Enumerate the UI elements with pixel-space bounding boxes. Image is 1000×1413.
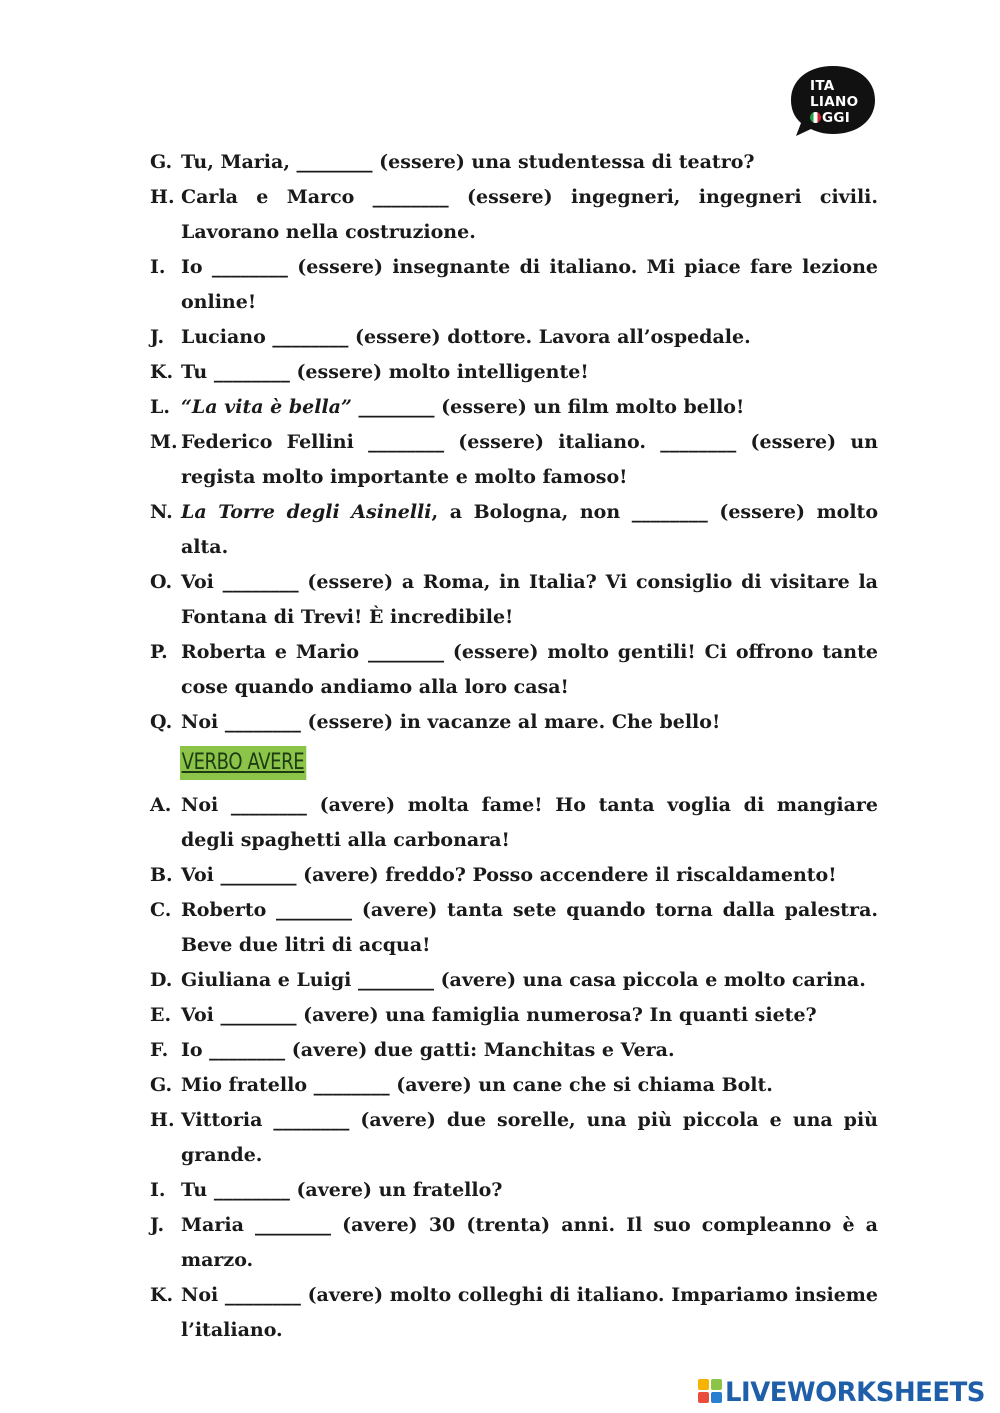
item-text: [181, 495, 878, 565]
item-text: [181, 998, 878, 1033]
sentence-text: ________ (essere) un film molto bello!: [351, 396, 745, 418]
item-text: [181, 1103, 878, 1173]
sentence-text: Maria ________ (avere) 30 (trenta) anni. Il suo compleanno è a marzo.: [181, 1214, 878, 1271]
item-letter: B.: [150, 864, 173, 886]
item-text: [181, 565, 878, 635]
item-letter: C.: [150, 899, 172, 921]
item-text: [181, 963, 878, 998]
item-text: [181, 705, 878, 740]
item-letter: O.: [150, 571, 173, 593]
sentence-text: Tu ________ (avere) un fratello?: [181, 1179, 503, 1201]
item-letter: G.: [150, 151, 173, 173]
sentence-text: Tu ________ (essere) molto intelligente!: [181, 361, 589, 383]
item-text: [181, 893, 878, 963]
sentence-text: Noi ________ (avere) molto colleghi di italiano. Impariamo insieme l’italiano.: [181, 1284, 878, 1341]
item-letter: J.: [150, 1214, 165, 1236]
logo-line-1: ITA: [810, 78, 835, 94]
exercise-item: [150, 495, 878, 565]
sentence-text: Federico Fellini ________ (essere) italiano. ________ (essere) un regista molto importante e molto famoso!: [181, 431, 878, 488]
exercise-item: [150, 998, 878, 1033]
item-letter: A.: [150, 794, 172, 816]
sentence-text: Voi ________ (avere) una famiglia numerosa? In quanti siete?: [181, 1004, 817, 1026]
item-text: [181, 858, 878, 893]
exercise-item: [150, 858, 878, 893]
item-text: [181, 250, 878, 320]
section-title-verbo-avere: VERBO AVERE: [180, 746, 306, 780]
item-letter: I.: [150, 256, 166, 278]
exercise-item: [150, 180, 878, 250]
avere-exercise-list: [150, 788, 878, 1348]
item-text: [181, 635, 878, 705]
italian-flag-icon: [810, 112, 821, 123]
item-letter: I.: [150, 1179, 166, 1201]
exercise-item: [150, 1173, 878, 1208]
exercise-item: [150, 145, 878, 180]
sentence-text: Io ________ (avere) due gatti: Manchitas e Vera.: [181, 1039, 675, 1061]
sentence-text: Luciano ________ (essere) dottore. Lavora all’ospedale.: [181, 326, 751, 348]
item-letter: F.: [150, 1039, 169, 1061]
exercise-item: [150, 788, 878, 858]
item-text: [181, 425, 878, 495]
item-text: [181, 788, 878, 858]
italic-title: “La vita è bella”: [181, 396, 352, 418]
exercise-item: [150, 893, 878, 963]
item-text: [181, 355, 878, 390]
item-text: [181, 390, 878, 425]
sentence-text: Roberta e Mario ________ (essere) molto gentili! Ci offrono tante cose quando andiamo alla loro casa!: [181, 641, 878, 698]
exercise-item: [150, 355, 878, 390]
exercise-item: [150, 1208, 878, 1278]
logo-line-3: GGI: [822, 110, 851, 126]
sentence-text: Voi ________ (essere) a Roma, in Italia? Vi consiglio di visitare la Fontana di Trevi! È incredibile!: [181, 571, 878, 628]
item-letter: P.: [150, 641, 168, 663]
item-text: [181, 1033, 878, 1068]
item-text: [181, 1278, 878, 1348]
exercise-item: [150, 963, 878, 998]
sentence-text: Mio fratello ________ (avere) un cane che si chiama Bolt.: [181, 1074, 773, 1096]
logo-line-2: LIANO: [810, 94, 859, 110]
exercise-item: [150, 1103, 878, 1173]
exercise-item: [150, 705, 878, 740]
item-text: [181, 1173, 878, 1208]
sentence-text: Vittoria ________ (avere) due sorelle, una più piccola e una più grande.: [181, 1109, 878, 1166]
exercise-item: [150, 250, 878, 320]
sentence-text: Io ________ (essere) insegnante di italiano. Mi piace fare lezione online!: [181, 256, 878, 313]
exercise-item: [150, 565, 878, 635]
sentence-text: , a Bologna, non ________ (essere) molto alta.: [181, 501, 879, 558]
item-letter: H.: [150, 186, 175, 208]
exercise-item: [150, 320, 878, 355]
item-text: [181, 1208, 878, 1278]
item-letter: K.: [150, 361, 174, 383]
item-letter: N.: [150, 501, 173, 523]
item-letter: G.: [150, 1074, 173, 1096]
sentence-text: Voi ________ (avere) freddo? Posso accendere il riscaldamento!: [181, 864, 837, 886]
liveworksheets-logo-icon: [698, 1379, 724, 1407]
exercise-item: [150, 1033, 878, 1068]
essere-exercise-list: [150, 145, 878, 740]
exercise-item: [150, 635, 878, 705]
item-text: [181, 320, 878, 355]
item-letter: J.: [150, 326, 165, 348]
item-letter: L.: [150, 396, 170, 418]
exercise-item: [150, 390, 878, 425]
italic-title: La Torre degli Asinelli: [181, 501, 432, 523]
sentence-text: Giuliana e Luigi ________ (avere) una casa piccola e molto carina.: [181, 969, 866, 991]
exercise-item: [150, 425, 878, 495]
item-letter: D.: [150, 969, 173, 991]
sentence-text: Tu, Maria, ________ (essere) una studentessa di teatro?: [181, 151, 755, 173]
item-letter: M.: [150, 431, 178, 453]
item-text: [181, 1068, 878, 1103]
exercise-item: [150, 1278, 878, 1348]
item-letter: H.: [150, 1109, 175, 1131]
item-letter: Q.: [150, 711, 173, 733]
liveworksheets-brand: LIVEWORKSHEETS: [725, 1377, 986, 1408]
sentence-text: Carla e Marco ________ (essere) ingegneri, ingegneri civili. Lavorano nella costruzione.: [181, 186, 878, 243]
sentence-text: Roberto ________ (avere) tanta sete quando torna dalla palestra. Beve due litri di acqua!: [181, 899, 878, 956]
item-letter: K.: [150, 1284, 174, 1306]
sentence-text: Noi ________ (avere) molta fame! Ho tanta voglia di mangiare degli spaghetti alla carbonara!: [181, 794, 878, 851]
exercise-item: [150, 1068, 878, 1103]
italiano-oggi-logo: [790, 64, 876, 138]
item-text: [181, 180, 878, 250]
sentence-text: Noi ________ (essere) in vacanze al mare. Che bello!: [181, 711, 721, 733]
item-letter: E.: [150, 1004, 172, 1026]
item-text: [181, 145, 878, 180]
